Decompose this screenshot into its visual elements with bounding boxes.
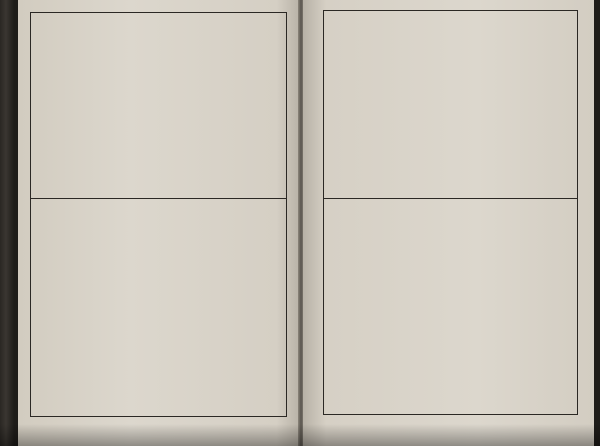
toc-entry	[486, 22, 501, 31]
right-page	[303, 0, 594, 446]
toc-entry	[440, 22, 455, 31]
toc-entry	[158, 26, 173, 35]
toc-entry	[158, 214, 173, 223]
toc-entry	[532, 210, 547, 219]
toc-entry	[132, 26, 147, 35]
toc-entry	[371, 22, 386, 31]
toc-entry	[237, 26, 252, 35]
toc-entry	[349, 22, 364, 31]
toc-entry	[371, 210, 386, 219]
toc-entry	[57, 26, 72, 35]
toc-entry	[328, 22, 343, 31]
toc-entry	[211, 214, 226, 223]
toc-entry	[463, 22, 478, 31]
toc-entry	[349, 210, 364, 219]
toc-entry	[263, 26, 278, 35]
toc-entry	[555, 210, 570, 219]
toc-entry	[532, 22, 547, 31]
toc-entry	[486, 210, 501, 219]
toc-entry	[417, 22, 432, 31]
toc-entry	[132, 214, 147, 223]
toc-entry	[184, 214, 199, 223]
toc-entry	[82, 26, 97, 35]
toc-entry	[107, 214, 122, 223]
toc-entry	[328, 210, 343, 219]
page-bottom-shadow	[0, 424, 600, 446]
toc-entry	[263, 214, 278, 223]
toc-entry	[440, 210, 455, 219]
toc-entry	[509, 22, 524, 31]
toc-entry	[34, 26, 49, 35]
toc-entry	[509, 210, 524, 219]
toc-entry	[417, 210, 432, 219]
toc-entry	[211, 26, 226, 35]
toc-entry	[394, 210, 409, 219]
left-page	[18, 0, 299, 446]
toc-entry	[394, 22, 409, 31]
toc-entry	[82, 214, 97, 223]
left-page-divider	[30, 198, 287, 199]
toc-entry	[237, 214, 252, 223]
right-page-divider	[323, 198, 578, 199]
toc-entry	[107, 26, 122, 35]
toc-entry	[555, 22, 570, 31]
toc-entry	[463, 210, 478, 219]
